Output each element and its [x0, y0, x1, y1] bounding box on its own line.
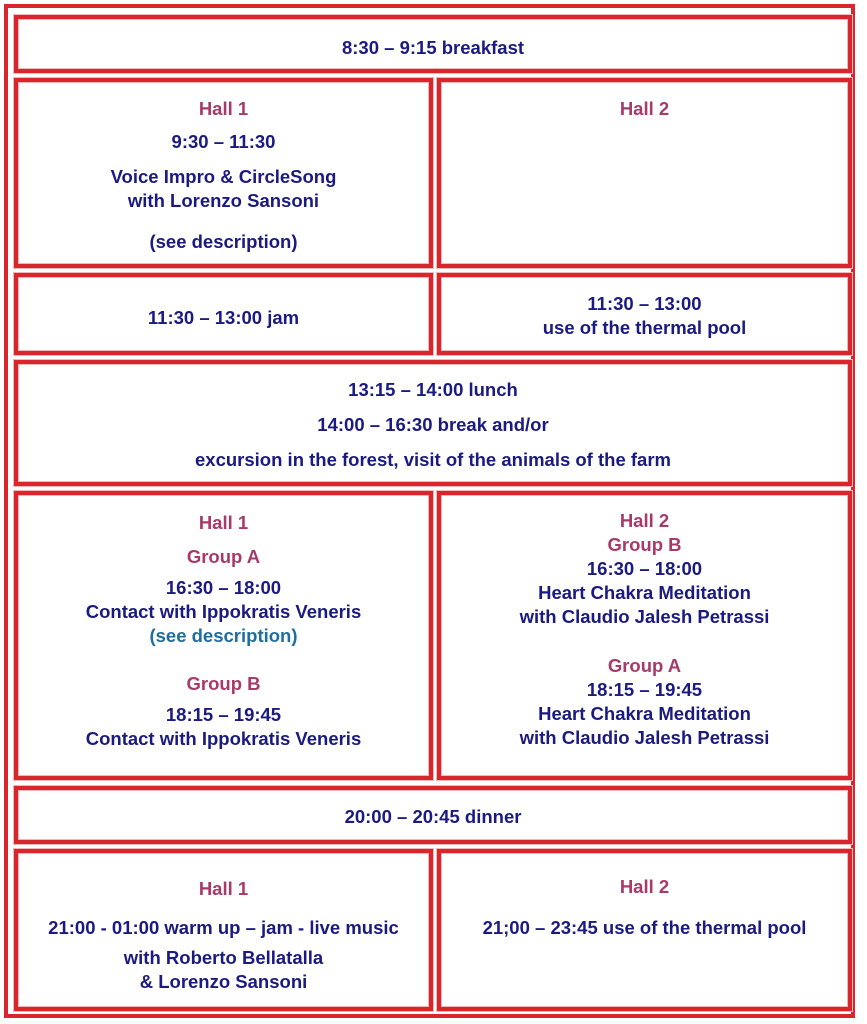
morning-hall2-cell: [437, 78, 852, 268]
afternoon-hall1-groupA-label: Group A: [186, 546, 261, 567]
breakfast-text: 8:30 – 9:15 breakfast: [341, 37, 525, 58]
morning-hall1-cell: [14, 78, 433, 268]
pool-time: 11:30 – 13:00: [587, 293, 702, 314]
morning-hall1-time: 9:30 – 11:30: [171, 131, 276, 152]
evening-hall2-activity: 21;00 – 23:45 use of the thermal pool: [482, 917, 807, 938]
dinner-row: [14, 786, 852, 844]
evening-hall1-title: Hall 1: [198, 878, 249, 899]
break-text: 14:00 – 16:30 break and/or: [317, 414, 549, 435]
afternoon-hall2-cell: [437, 491, 852, 780]
afternoon-hall1-groupB-time: 18:15 – 19:45: [165, 704, 282, 725]
afternoon-hall2-groupA-teacher: with Claudio Jalesh Petrassi: [519, 727, 770, 748]
evening-hall1-with2: & Lorenzo Sansoni: [139, 971, 308, 992]
evening-hall2-cell: [437, 849, 852, 1011]
afternoon-hall2-groupA-time: 18:15 – 19:45: [586, 679, 703, 700]
afternoon-hall2-groupA-activity: Heart Chakra Meditation: [538, 703, 751, 724]
morning-hall1-activity: Voice Impro & CircleSong: [110, 166, 337, 187]
afternoon-hall2-groupB-time: 16:30 – 18:00: [586, 558, 703, 579]
breakfast-row: [14, 15, 852, 73]
afternoon-hall1-cell: [14, 491, 433, 780]
jam-text: 11:30 – 13:00 jam: [147, 307, 300, 328]
afternoon-hall2-groupB-activity: Heart Chakra Meditation: [538, 582, 751, 603]
excursion-text: excursion in the forest, visit of the animals of the farm: [195, 449, 671, 470]
morning-hall2-title: Hall 2: [619, 98, 670, 119]
afternoon-hall1-groupB-label: Group B: [186, 673, 261, 694]
afternoon-hall1-groupB-activity: Contact with Ippokratis Veneris: [85, 728, 362, 749]
afternoon-hall2-groupA-label: Group A: [607, 655, 682, 676]
evening-hall1-activity: 21:00 - 01:00 warm up – jam - live music: [48, 917, 399, 938]
pool-cell: [437, 273, 852, 355]
pool-label: use of the thermal pool: [542, 317, 747, 338]
lunch-block-cell: [14, 360, 852, 486]
morning-hall1-title: Hall 1: [198, 98, 249, 119]
evening-hall1-with1: with Roberto Bellatalla: [123, 947, 324, 968]
afternoon-hall1-description-link[interactable]: (see description): [149, 625, 298, 646]
morning-hall1-teacher: with Lorenzo Sansoni: [127, 190, 320, 211]
dinner-text: 20:00 – 20:45 dinner: [344, 806, 522, 827]
afternoon-hall2-groupB-teacher: with Claudio Jalesh Petrassi: [519, 606, 770, 627]
afternoon-hall2-title: Hall 2: [619, 510, 670, 531]
afternoon-hall1-title: Hall 1: [198, 512, 249, 533]
evening-hall1-cell: [14, 849, 433, 1011]
afternoon-hall2-groupB-label: Group B: [607, 534, 682, 555]
lunch-text: 13:15 – 14:00 lunch: [348, 379, 518, 400]
jam-cell: [14, 273, 433, 355]
morning-hall1-description-link[interactable]: (see description): [149, 231, 298, 252]
afternoon-hall1-groupA-activity: Contact with Ippokratis Veneris: [85, 601, 362, 622]
afternoon-hall1-groupA-time: 16:30 – 18:00: [165, 577, 282, 598]
evening-hall2-title: Hall 2: [619, 876, 670, 897]
